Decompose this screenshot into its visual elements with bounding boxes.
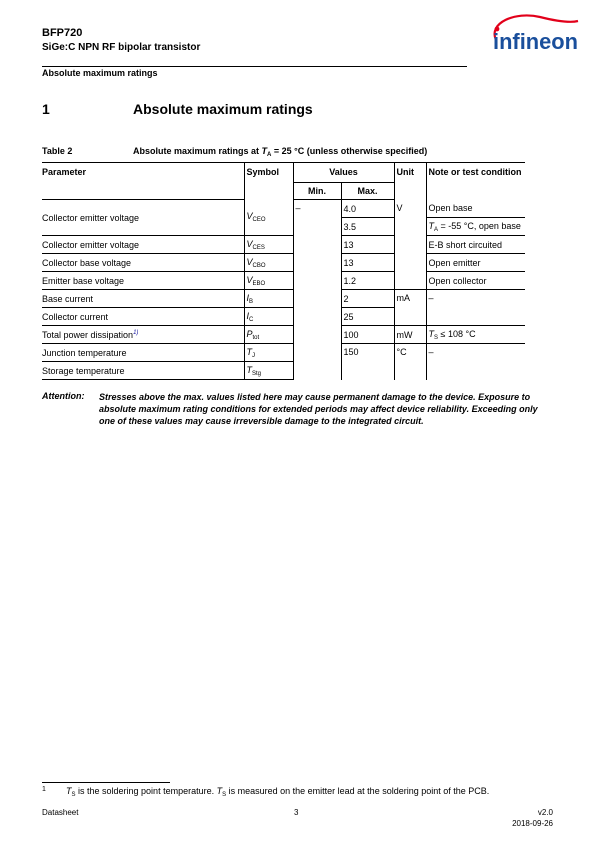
table-row: [42, 272, 525, 290]
max-cell: 25: [341, 308, 394, 326]
symbol-cell: $T_{Stg}$: [244, 362, 293, 380]
col-note: Note or test condition: [426, 163, 525, 200]
note-cell: Open emitter: [426, 254, 525, 272]
table-label: Table 2: [42, 146, 73, 156]
logo-text: infineon: [493, 29, 578, 54]
param-cell: Total power dissipation$^{1)}$: [42, 326, 244, 344]
table-caption: Absolute maximum ratings at $T_A = 25$ °C (unless otherwise specified): [133, 146, 428, 158]
table-row: [42, 344, 525, 362]
max-cell: 13: [341, 254, 394, 272]
section-title: Absolute maximum ratings: [133, 101, 313, 117]
symbol-cell: $V_{CBO}$: [244, 254, 293, 272]
param-cell: Base current: [42, 290, 244, 308]
note-cell: $T_S \le 108$ °C: [426, 326, 525, 344]
param-cell: Storage temperature: [42, 362, 244, 380]
param-cell: Collector base voltage: [42, 254, 244, 272]
header-rule: [42, 66, 467, 67]
table-row: [42, 254, 525, 272]
ratings-table: [42, 162, 525, 380]
footnote-ref[interactable]: 1): [133, 329, 139, 336]
max-cell: 13: [341, 236, 394, 254]
col-symbol: Symbol: [244, 163, 293, 200]
table-row: [42, 290, 525, 308]
note-cell: –: [426, 344, 525, 380]
max-cell: 3.5: [341, 218, 394, 236]
note-cell: –: [426, 290, 525, 326]
col-min: Min.: [293, 183, 341, 200]
param-cell: Collector emitter voltage: [42, 200, 244, 236]
symbol-cell: $I_C$: [244, 308, 293, 326]
attention-text: Stresses above the max. values listed here may cause permanent damage to the device. Exposure to absolute maximum rating conditions for extended periods may affect device reliability. Exceeding only one of these values may cause irreversible damage to the integrated circuit.: [99, 392, 538, 426]
max-cell: 2: [341, 290, 394, 308]
section-number: 1: [42, 101, 50, 117]
param-cell: Collector current: [42, 308, 244, 326]
symbol-cell: $T_J$: [244, 344, 293, 362]
header-product: BFP720: [42, 27, 83, 39]
symbol-cell: $P_{tot}$: [244, 326, 293, 344]
note-cell: E-B short circuited: [426, 236, 525, 254]
note-cell: Open collector: [426, 272, 525, 290]
param-cell: Collector emitter voltage: [42, 236, 244, 254]
symbol-cell: $V_{CES}$: [244, 236, 293, 254]
max-cell: 100: [341, 326, 394, 344]
footnote-rule: [42, 782, 170, 783]
col-unit: Unit: [394, 163, 426, 200]
col-parameter: Parameter: [42, 163, 244, 200]
footer-date: 2018-09-26: [512, 819, 553, 828]
table-row: [42, 326, 525, 344]
footer-version: v2.0: [537, 808, 553, 817]
footnote-text: $T_S$ is the soldering point temperature. $T_S$ is measured on the emitter lead at the soldering point of the PCB.: [66, 786, 490, 798]
param-cell: Junction temperature: [42, 344, 244, 362]
header-section: Absolute maximum ratings: [42, 68, 158, 78]
max-cell: 1.2: [341, 272, 394, 290]
table-row: [42, 200, 525, 218]
unit-cell: mA: [394, 290, 426, 326]
attention-label: Attention:: [42, 391, 85, 401]
note-cell: $T_A = -55$ °C, open base: [426, 218, 525, 236]
symbol-cell: $I_B$: [244, 290, 293, 308]
symbol-cell: $V_{EBO}$: [244, 272, 293, 290]
header-subtitle: SiGe:C NPN RF bipolar transistor: [42, 42, 201, 53]
page-number: 3: [294, 808, 299, 817]
footer-doc-type: Datasheet: [42, 808, 79, 817]
unit-cell: V: [394, 200, 426, 290]
min-cell: –: [293, 200, 341, 380]
max-cell: 150: [341, 344, 394, 380]
note-cell: Open base: [426, 200, 525, 218]
table-row: [42, 236, 525, 254]
infineon-logo: [480, 13, 580, 59]
col-max: Max.: [341, 183, 394, 200]
col-values: Values: [293, 163, 394, 183]
unit-cell: °C: [394, 344, 426, 380]
footnote-number: 1: [42, 786, 46, 793]
max-cell: 4.0: [341, 200, 394, 218]
param-cell: Emitter base voltage: [42, 272, 244, 290]
unit-cell: mW: [394, 326, 426, 344]
symbol-cell: $V_{CEO}$: [244, 200, 293, 236]
